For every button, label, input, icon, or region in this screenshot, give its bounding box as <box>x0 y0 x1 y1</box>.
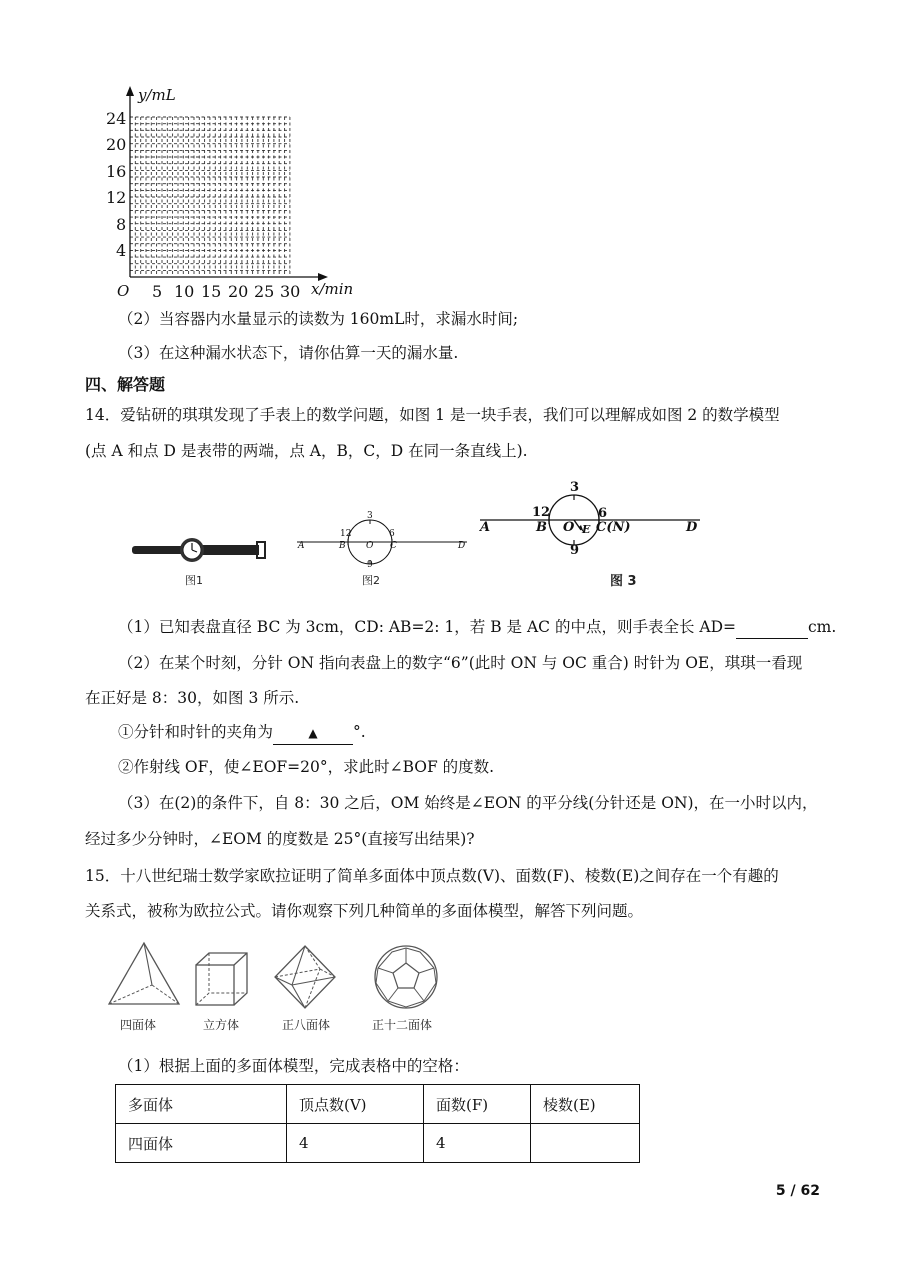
fig2-label-a: A <box>298 541 305 551</box>
grid-graph <box>100 80 380 305</box>
table-header-cell: 面数(F) <box>424 1085 531 1124</box>
section-heading: 四、解答题 <box>85 375 166 394</box>
fig3-label-b: B <box>536 520 547 535</box>
polyhedron-table <box>115 1084 640 1163</box>
table-header-cell: 顶点数(V) <box>287 1085 424 1124</box>
y-tick-label: 12 <box>106 188 127 207</box>
q14-part2-sub1 <box>118 721 366 745</box>
q14-part3-line1: （3）在(2)的条件下，自 8：30 之后，OM 始终是∠EON 的平分线(分针还是 ON)，在一小时以内， <box>118 794 818 812</box>
fig2-label-c: C <box>390 541 397 551</box>
table-header-cell: 多面体 <box>116 1085 287 1124</box>
watch-figure <box>128 533 268 567</box>
q14-part2-sub2: ②作射线 OF，使∠EOF=20°，求此时∠BOF 的度数. <box>118 758 495 776</box>
fig2-num-3: 3 <box>367 511 373 521</box>
y-tick-label: 20 <box>106 135 127 154</box>
q15-line1: 15．十八世纪瑞士数学家欧拉证明了简单多面体中顶点数(V)、面数(F)、棱数(E)之间存在一个有趣的 <box>85 867 779 885</box>
y-tick-label: 4 <box>116 241 127 260</box>
fig3-num-9: 9 <box>570 543 580 558</box>
fig2-num-6: 6 <box>389 529 395 539</box>
q14-part1-text: （1）已知表盘直径 BC 为 3cm，CD: AB=2: 1，若 B 是 AC 的中点，则手表全长 AD= <box>118 618 736 636</box>
fig3-label-a: A <box>480 520 491 535</box>
octahedron-figure <box>272 943 338 1011</box>
cube-figure <box>193 950 251 1008</box>
q14-line1: 14．爱钻研的琪琪发现了手表上的数学问题，如图 1 是一块手表，我们可以理解成如图 2 的数学模型 <box>85 406 780 424</box>
watch-model-figure2 <box>295 508 470 572</box>
q13-part2: （2）当容器内水量显示的读数为 160mL时，求漏水时间; <box>118 310 519 328</box>
fig3-label-e: E <box>582 523 591 536</box>
polyhedron-label: 正十二面体 <box>372 1018 433 1032</box>
fig3-label-c: C(N) <box>596 520 631 535</box>
fig3-label-d: D <box>686 520 698 535</box>
polyhedron-label: 立方体 <box>203 1018 240 1032</box>
dodecahedron-figure <box>372 943 440 1011</box>
fig2-label-d: D <box>458 541 466 551</box>
fig3-num-3: 3 <box>570 480 580 495</box>
fig2-label-b: B <box>339 541 346 551</box>
y-tick-label: 24 <box>106 109 127 128</box>
tetrahedron-figure <box>106 940 182 1008</box>
q14-line2: (点 A 和点 D 是表带的两端，点 A，B，C，D 在同一条直线上). <box>85 442 528 460</box>
x-tick-label: 20 <box>228 282 249 301</box>
fig2-num-12: 12 <box>340 529 352 539</box>
fig2-num-9: 9 <box>367 560 373 570</box>
q14-part2-line1: （2）在某个时刻，分针 ON 指向表盘上的数字“6”(此时 ON 与 OC 重合) 时针为 OE，琪琪一看现 <box>118 654 803 672</box>
table-cell-empty[interactable] <box>531 1124 640 1163</box>
answer-blank[interactable] <box>273 722 353 745</box>
q15-line2: 关系式，被称为欧拉公式。请你观察下列几种简单的多面体模型，解答下列问题。 <box>85 902 644 920</box>
page-number: 5 / 62 <box>775 1183 820 1199</box>
y-tick-label: 8 <box>116 215 127 234</box>
fig3-num-6: 6 <box>598 506 608 521</box>
table-row <box>116 1124 640 1163</box>
q14-part2-line2: 在正好是 8：30，如图 3 所示. <box>85 689 300 707</box>
q14-part1-unit: cm. <box>808 618 837 636</box>
q14-part1 <box>118 616 836 639</box>
y-tick-label: 16 <box>106 162 127 181</box>
table-header-row <box>116 1085 640 1124</box>
x-tick-label: 30 <box>280 282 301 301</box>
placeholder-triangle-icon: ▲ <box>308 726 318 740</box>
x-tick-label: 15 <box>201 282 222 301</box>
origin-label: O <box>117 282 130 300</box>
y-axis-label: y/mL <box>138 86 176 104</box>
q13-part3: （3）在这种漏水状态下，请你估算一天的漏水量. <box>118 344 459 362</box>
q15-part1: （1）根据上面的多面体模型，完成表格中的空格： <box>118 1057 469 1075</box>
figure1-label: 图1 <box>185 574 203 587</box>
x-tick-label: 5 <box>152 282 163 301</box>
fig3-label-o: O <box>563 520 575 535</box>
polyhedron-label: 正八面体 <box>282 1018 331 1032</box>
watch-model-figure3 <box>478 487 703 555</box>
figure3-label: 图 3 <box>610 574 637 589</box>
x-axis-label: x/min <box>311 280 354 298</box>
table-cell: 4 <box>287 1124 424 1163</box>
table-header-cell: 棱数(E) <box>531 1085 640 1124</box>
x-tick-label: 25 <box>254 282 275 301</box>
x-tick-label: 10 <box>174 282 195 301</box>
y-axis-arrow <box>126 86 134 96</box>
figure2-label: 图2 <box>362 574 380 587</box>
fig2-label-o: O <box>366 541 374 551</box>
fig3-num-12: 12 <box>532 505 551 520</box>
q14-part3-line2: 经过多少分钟时，∠EOM 的度数是 25°(直接写出结果)? <box>85 830 475 848</box>
table-cell: 四面体 <box>116 1124 287 1163</box>
answer-blank[interactable] <box>736 616 808 639</box>
table-cell: 4 <box>424 1124 531 1163</box>
q14-sub1-unit: °. <box>353 723 366 741</box>
q14-sub1-text: ①分针和时针的夹角为 <box>118 723 274 741</box>
polyhedron-label: 四面体 <box>120 1018 157 1032</box>
